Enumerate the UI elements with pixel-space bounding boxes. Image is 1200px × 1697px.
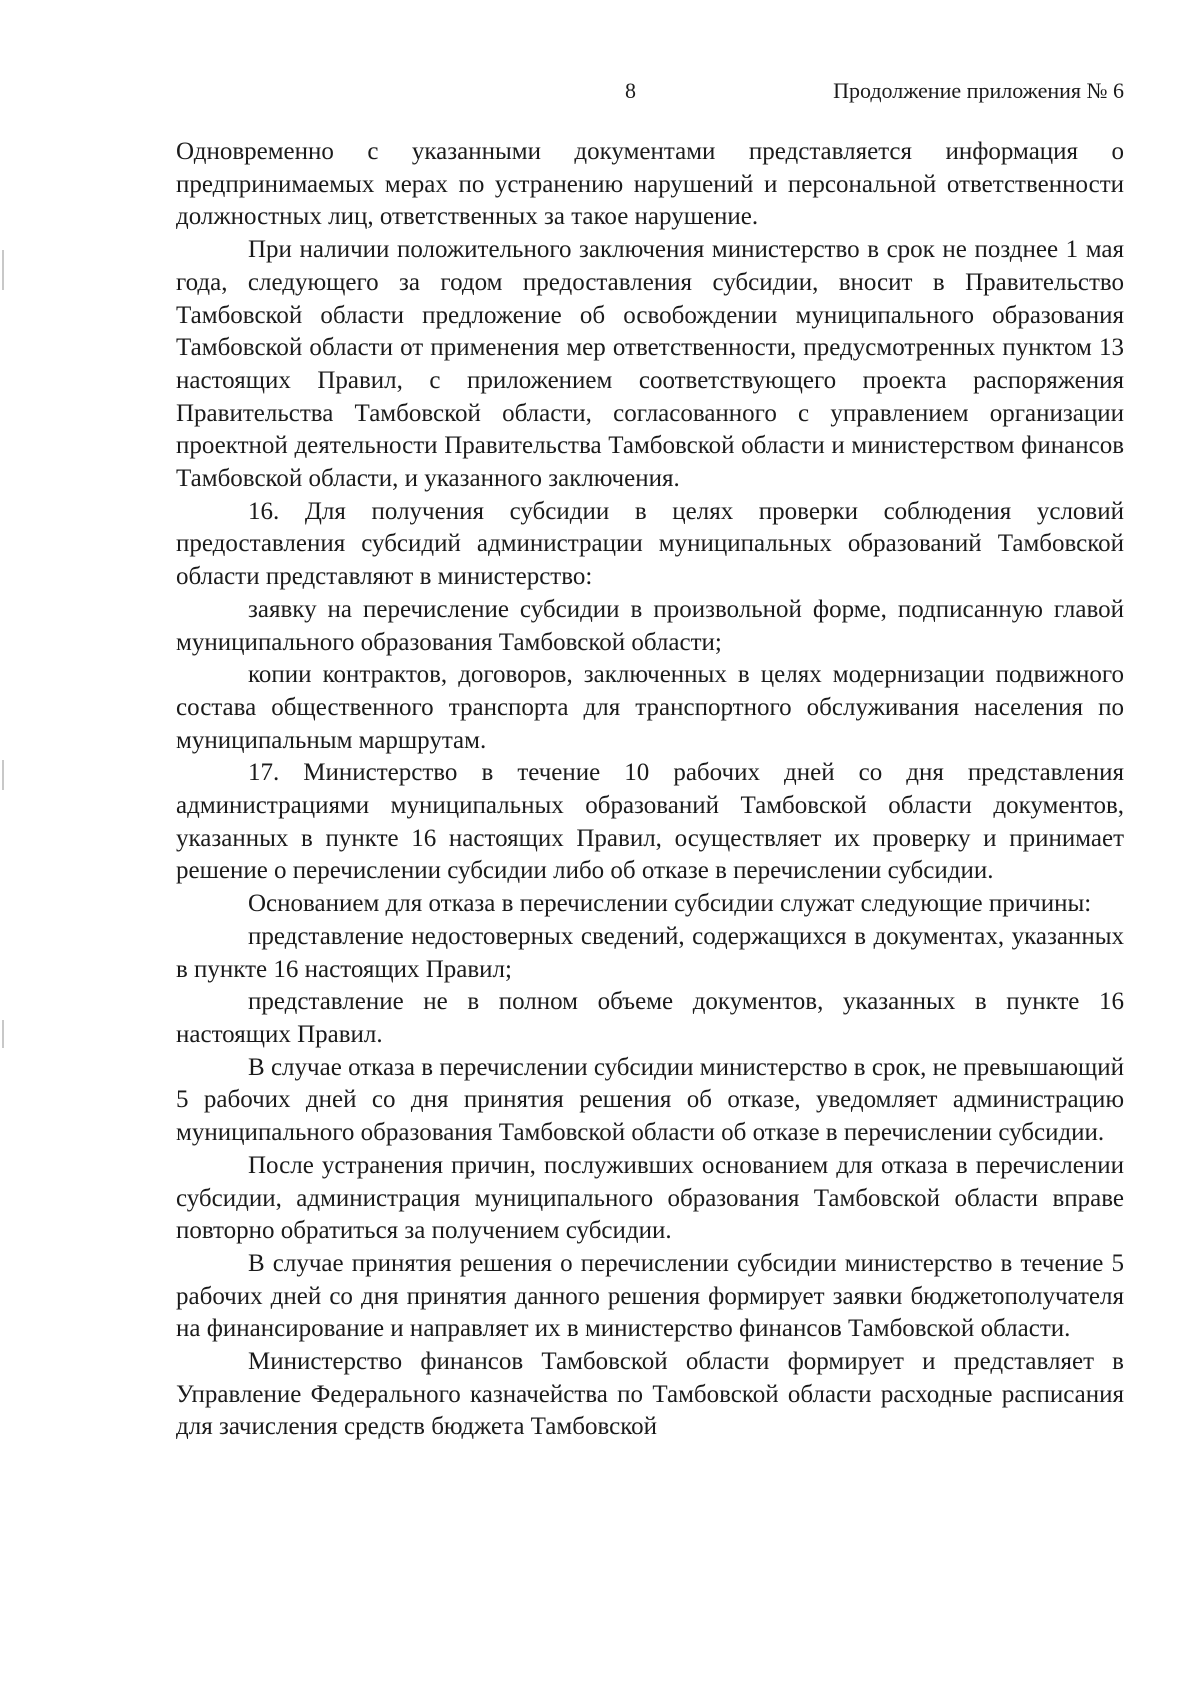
appendix-continuation-label: Продолжение приложения № 6 bbox=[833, 78, 1124, 103]
paragraph: В случае отказа в перечислении субсидии министерство в срок, не превышающий 5 рабочих дней со дня принятия решения об отказе, уведомляет администрацию муниципального образования Тамбовской области об отказе в перечислении субсидии. bbox=[176, 1053, 1124, 1147]
paragraph: В случае принятия решения о перечислении субсидии министерство в течение 5 рабочих дней со дня принятия данного решения формирует заявки бюджетополучателя на финансирование и направляет их в министерство финансов Тамбовской области. bbox=[176, 1249, 1124, 1343]
document-body bbox=[176, 136, 1124, 1444]
paragraph: копии контрактов, договоров, заключенных в целях модернизации подвижного состава общественного транспорта для транспортного обслуживания населения по муниципальным маршрутам. bbox=[176, 661, 1124, 754]
paragraph: Одновременно с указанными документами представляется информация о предпринимаемых мерах по устранению нарушений и персональной ответственности должностных лиц, ответственных за такое нарушение. bbox=[176, 138, 1124, 231]
scan-artifact-mark bbox=[2, 250, 4, 290]
paragraph: Министерство финансов Тамбовской области формирует и представляет в Управление Федерального казначейства по Тамбовской области расходные расписания для зачисления средств бюджета Тамбовской bbox=[176, 1348, 1124, 1441]
paragraph: заявку на перечисление субсидии в произвольной форме, подписанную главой муниципального образования Тамбовской области; bbox=[176, 595, 1124, 656]
paragraph-item-16: 16. Для получения субсидии в целях проверки соблюдения условий предоставления субсидий администрации муниципальных образований Тамбовской области представляют в министерство: bbox=[176, 497, 1124, 591]
paragraph: представление недостоверных сведений, содержащихся в документах, указанных в пункте 16 настоящих Правил; bbox=[176, 922, 1124, 983]
page-number: 8 bbox=[625, 78, 636, 103]
paragraph: Основанием для отказа в перечислении субсидии служат следующие причины: bbox=[248, 890, 1092, 918]
paragraph: При наличии положительного заключения министерство в срок не позднее 1 мая года, следующего за годом предоставления субсидии, вносит в Правительство Тамбовской области предложение об освобождении муниципального образования Тамбовской области от применения мер ответственности, предусмотренных пунктом 13 настоящих Правил, с приложением соответствующего проекта распоряжения Правительства Тамбовской области, согласованного с управлением организации проектной деятельности Правительства Тамбовской области и министерством финансов Тамбовской области, и указанного заключения. bbox=[176, 236, 1124, 493]
page-header bbox=[0, 76, 1200, 106]
scan-artifact-mark bbox=[2, 760, 4, 790]
scan-artifact-mark bbox=[2, 1020, 4, 1048]
paragraph: представление не в полном объеме документов, указанных в пункте 16 настоящих Правил. bbox=[176, 988, 1124, 1048]
paragraph-item-17: 17. Министерство в течение 10 рабочих дней со дня представления администрациями муниципальных образований Тамбовской области документов, указанных в пункте 16 настоящих Правил, осуществляет их проверку и принимает решение о перечислении субсидии либо об отказе в перечислении субсидии. bbox=[176, 759, 1124, 885]
paragraph: После устранения причин, послуживших основанием для отказа в перечислении субсидии, администрация муниципального образования Тамбовской области вправе повторно обратиться за получением субсидии. bbox=[176, 1151, 1124, 1245]
